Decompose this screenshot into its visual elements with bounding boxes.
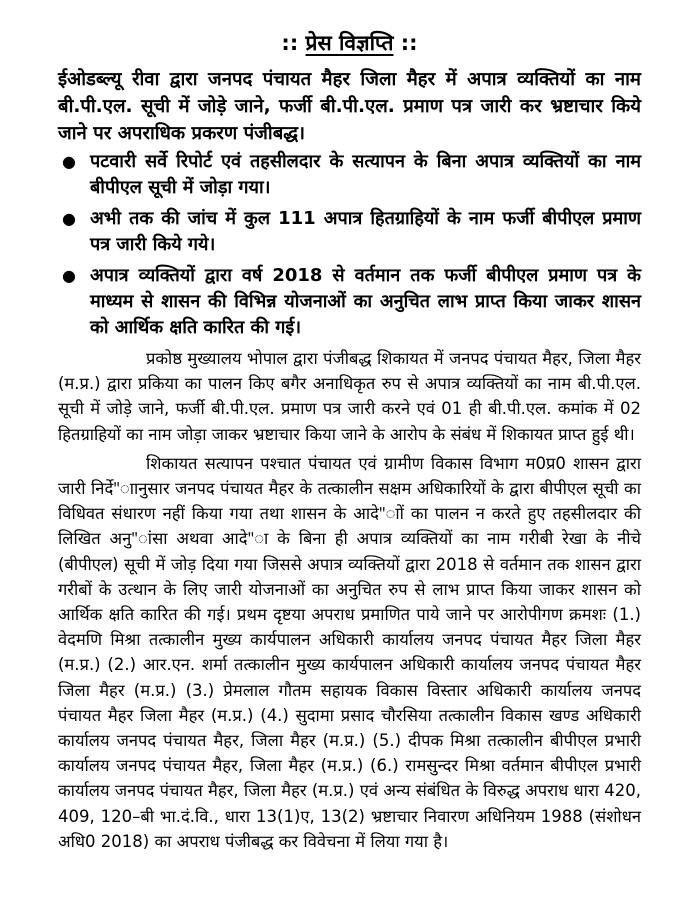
key-point-1 <box>58 149 641 201</box>
key-point-3 <box>58 263 641 341</box>
page-title <box>58 0 641 56</box>
body-paragraph-2: शिकायत सत्यापन पश्चात पंचायत एवं ग्रामीण विकास विभाग म0प्र0 शासन द्वारा जारी निर्दे"ाानुसार जनपद पंचायत मैहर के तत्कालीन सक्षम अधिकारियों के द्वारा बीपीएल सूची का विधिवत संधारण नहीं किया गया तथा शासन के आदे"ाों का पालन न करते हुए तहसीलदार की लिखित अनु"ांसा अथवा आदे"ा के बिना ही अपात्र व्यक्तियों का नाम गरीबी रेखा के नीचे (बीपीएल) सूची में जोड़ दिया गया जिससे अपात्र व्यक्तियों द्वारा 2018 से वर्तमान तक शासन द्वारा गरीबों के उत्थान के लिए जारी योजनाओं का अनुचित रुप से लाभ प्राप्त किया जाकर शासन को आर्थिक क्षति कारित की गई। प्रथम दृष्टया अपराध प्रमाणित पाये जाने पर आरोपीगण क्रमशः (1.) वेदमणि मिश्रा तत्कालीन मुख्य कार्यपालन अधिकारी कार्यालय जनपद पंचायत मैहर जिला मैहर (म.प्र.) (2.) आर.एन. शर्मा तत्कालीन मुख्य कार्यपालन अधिकारी कार्यालय जनपद पंचायत मैहर जिला मैहर (म.प्र.) (3.) प्रेमलाल गौतम सहायक विकास विस्तार अधिकारी कार्यालय जनपद पंचायत मैहर जिला मैहर (म.प्र.) (4.) सुदामा प्रसाद चौरसिया तत्कालीन विकास खण्ड अधिकारी कार्यालय जनपद पंचायत मैहर, जिला मैहर (म.प्र.) (5.) दीपक मिश्रा तत्कालीन बीपीएल प्रभारी कार्यालय जनपद पंचायत मैहर, जिला मैहर (म.प्र.) (6.) रामसुन्दर मिश्रा वर्तमान बीपीएल प्रभारी कार्यालय जनपद पंचायत मैहर, जिला मैहर (म.प्र.) एवं अन्य संबंधित के विरुद्ध अपराध धारा 420, 409, 120–बी भा.दं.वि., धारा 13(1)ए, 13(2) भ्रष्टाचार निवारण अधिनियम 1988 (संशोधन अधि0 2018) का अपराध पंजीबद्ध कर विवेचना में लिया गया है। <box>58 453 641 851</box>
key-points-list <box>58 149 641 341</box>
key-point-text: अभी तक की जांच में कुल 111 अपात्र हितग्राहियों के नाम फर्जी बीपीएल प्रमाण पत्र जारी किये गये। <box>90 208 641 255</box>
key-point-text: पटवारी सर्वे रिपोर्ट एवं तहसीलदार के सत्यापन के बिना अपात्र व्यक्तियों का नाम बीपीएल सूची में जोड़ा गया। <box>90 151 641 198</box>
title-prefix: :: <box>281 31 306 55</box>
headline: ईओडब्ल्यू रीवा द्वारा जनपद पंचायत मैहर जिला मैहर में अपात्र व्यक्तियों का नाम बी.पी.एल. सूची में जोड़े जाने, फर्जी बी.पी.एल. प्रमाण पत्र जारी कर भ्रष्टाचार किये जाने पर अपराधिक प्रकरण पंजीबद्ध। <box>58 69 641 144</box>
key-point-text: अपात्र व्यक्तियों द्वारा वर्ष 2018 से वर्तमान तक फर्जी बीपीएल प्रमाण पत्र के माध्यम से शासन की विभिन्न योजनाओं का अनुचित लाभ प्राप्त किया जाकर शासन को आर्थिक क्षति कारित की गई। <box>90 265 641 338</box>
key-point-2 <box>58 206 641 258</box>
bullet-icon: ● <box>62 152 76 171</box>
title-text: प्रेस विज्ञप्ति <box>305 31 394 55</box>
title-suffix: :: <box>393 31 418 55</box>
bullet-icon: ● <box>62 266 76 285</box>
body-paragraph-1: प्रकोष्ठ मुख्यालय भोपाल द्वारा पंजीबद्ध शिकायत में जनपद पंचायत मैहर, जिला मैहर (म.प्र.) द्वारा प्रकिया का पालन किए बगैर अनाधिकृत रुप से अपात्र व्यक्तियों का नाम बी.पी.एल. सूची में जोड़े जाने, फर्जी बी.पी.एल. प्रमाण पत्र जारी करने एवं 01 ही बी.पी.एल. कमांक में 02 हितग्राहियों का नाम जोड़ा जाकर भ्रष्टाचार किया जाने के आरोप के संबंध में शिकायत प्राप्त हुई थी। <box>58 349 641 444</box>
bullet-icon: ● <box>62 209 76 228</box>
